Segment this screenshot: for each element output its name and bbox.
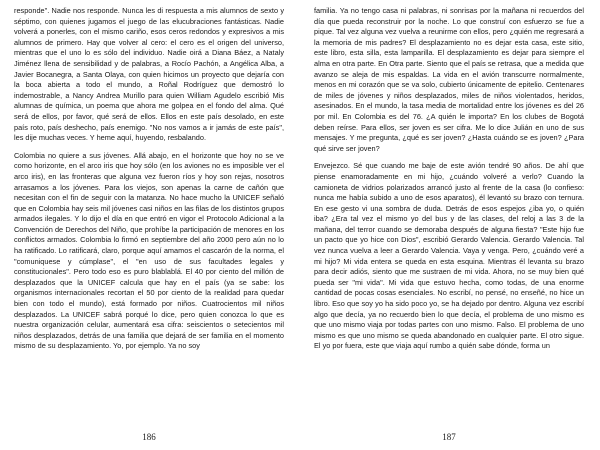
right-page: [314, 6, 584, 442]
page-number: 187: [442, 432, 456, 442]
right-page-text: [314, 6, 584, 352]
page-number: 186: [142, 432, 156, 442]
paragraph: responde". Nadie nos responde. Nunca les di respuesta a mis alumnos de sexto y séptimo, con quienes jugamos el juego de las elucubraciones fantásticas. Nadie volverá a ponerles, con el mismo cariño, esos ceros redondos y expresivos a mis alumnos de primero. Hay que volver al cero: el cero es el origen del universo, mientras que el uno lo es sólo del individuo. Nadie oirá a Diana Báez, a Nataly Jiménez llena de sensibilidad y de palabras, a Rocío Pachón, a Angélica Alba, a Javier Bocanegra, a Santa Olaya, con quien hicimos un proyecto que dejaría con la boca abierta a todo el mundo, a Roñal Rodríguez que demostró lo indemostrable, a Nancy Andrea Murillo para quien William Agudelo escribió Mis alumnas de química, un poema que ahora me golpea en el fondo del alma. Qué será de ellos, por favor, qué será de ellos. Ellos en este país desolado, en este país roto, país deshecho, país enemigo. "No nos vamos a ir jamás de este país", les dije muchas veces. Y heme aquí, huyendo, resbalando.: [14, 6, 284, 143]
left-page: [14, 6, 284, 442]
paragraph: Colombia no quiere a sus jóvenes. Allá abajo, en el horizonte que hoy no se ve como horizonte, en el arco iris que hoy sólo (en los aviones no es imposible ver el arco iris), en las fronteras que alguna vez fueron ríos y hoy son rejas, nosotros arrasamos a los jóvenes. Para los viejos, son apenas la carne de cañón que necesitan con el fin de seguir con la matanza. No hace mucho la UNICEF señaló que en Colombia hay seis mil jóvenes casi niños en las filas de los distintos grupos armados ilegales. Y lo dijo el día en que entró en vigor el Protocolo Adicional a la Convención de Derechos del Niño, que prohíbe la participación de menores en los conflictos armados. Colombia lo firmó en septiembre del año 2000 pero aún no lo ha ratificado. Lo ratificará, claro, porque aquí amamos el cascarón de la norma, el "comuniquese y cúmplase", el "en uso de sus facultades legales y constitucionales". Pero todo eso es puro blablablá. El 40 por ciento del millón de desplazados que la UNICEF calcula que hay en el país (ya se sabe: los organismos internacionales recortan el 50 por ciento de la realidad para quedar bien con todo el mundo), está formado por niños. Cuatrocientos mil niños desplazados. La UNICEF sabrá porqué lo dice, pero quien conozca lo que es nuestra organización celular, aumentará esa cifra: seiscientos o setecientos mil niños desplazados, detrás de una familia que dejará de ser familia en el momento mismo de su desplazamiento. Yo, por ejemplo. Ya no soy: [14, 150, 284, 351]
left-page-text: [14, 6, 284, 352]
paragraph: Envejezco. Sé que cuando me baje de este avión tendré 90 años. De ahí que piense enamoradamente en mi hijo, ¿cuándo volveré a verlo? Cuando la camioneta de vidrios polarizados arrancó justo al frente de la casa (lo confieso: nunca me había subido a uno de esos aparatos), él levantó su brazo con ternura. En ese gesto vi una sombra de duda. Detrás de esos espejos ¿iba yo, o quién iba? ¿Era tal vez el mismo yo del bus y de las clases, del reloj a las 3 de la mañana, del terror cuando se demoraba después de alguna fiesta? "Este hijo fue un pacto que yo hice con Dios", escribió Gerardo Valencia. Gerardo Valencia. Tal vez nunca vuelva a leer a Gerardo Valencia. Vaya y venga. Pero, ¿cuándo veré a mi hijo? Mi vida entera se queda en esta esquina. Mientras él levanta su brazo para decir adiós, siento que me sustraen de mi vida. Ahora, no se muy bien qué pueda ser "mi vida". Mi vida que estuvo hecha, como todas, de una enorme cantidad de pocas cosas esenciales. No escribí, no pensé, no enseñé, no hice un libro. Eso que soy yo ha sido poco yo, se ha dejado por dentro. Alguna vez escribí algo que decía, ya no recuerdo bien lo que decía, el problema de uno mismo es que uno mismo viaja por todas partes con uno mismo. Falso. El problema de uno mismo es que uno mismo se queda abandonado en cualquier parte. El otro sigue. El yo por fuera, este que viaja aquí rumbo a quién sabe dónde, forma un: [314, 161, 584, 351]
paragraph: familia. Ya no tengo casa ni palabras, ni sonrisas por la mañana ni recuerdos del día que pueda reconstruir por la noche. Lo que construí con esfuerzo se fue a pique. Tal vez alguna vez vuelva a reunirme con ellos, pero ¿quién me regresará a la memoria de mis padres? El desplazamiento no es dejar esta casa, este sitio, este libro, esta silla, esta lamparilla. El desplazamiento es dejar para siempre el alma en otra parte. En Otra parte. Siento que el país se retrasa, que a medida que avanzo se aleja de mis espaldas. La vida en el avión transcurre normalmente, menos en mi corazón que se va solo, cubierto únicamente de epitelio. Centenares de miles de jóvenes y niños desplazados, miles de niños violentados, heridos, asesinados. En el mundo, la tasa media de mortalidad entre los jóvenes es del 26 por mil. En Colombia es del 76. ¿A quién le importa? En los clubes de Bogotá deben reírse. Para ellos, ser joven es ser cifra. Me lo dice Julián en uno de sus mensajes. Y me pregunta, ¿qué es ser joven? ¿Hasta cuándo se es joven? ¿Para qué sirve ser joven?: [314, 6, 584, 153]
